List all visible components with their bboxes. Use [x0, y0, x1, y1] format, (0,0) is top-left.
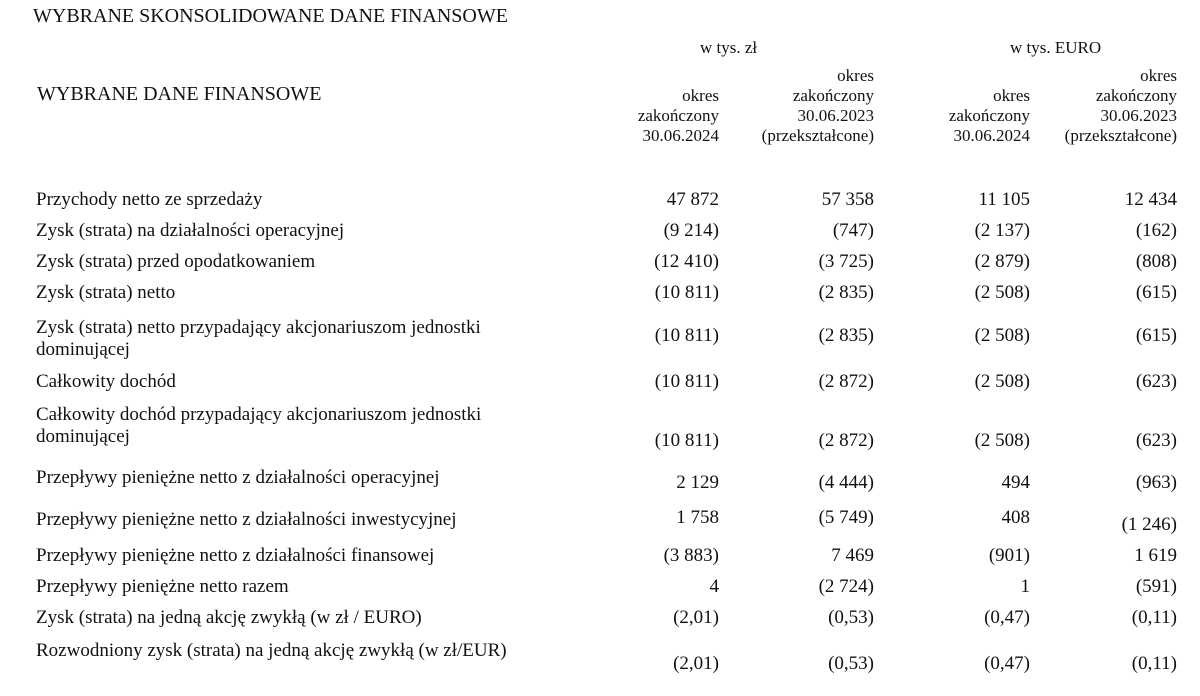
table-cell-value: (10 811) — [654, 371, 719, 392]
table-cell-value: (623) — [1135, 371, 1177, 392]
table-cell-value: (615) — [1135, 282, 1177, 303]
column-header-line: (przekształcone) — [761, 126, 874, 145]
row-label: Przepływy pieniężne netto razem — [36, 576, 289, 597]
table-cell-value: (3 883) — [663, 545, 719, 566]
table-cell-value: 47 872 — [666, 189, 719, 210]
column-header-line: okres — [837, 66, 874, 85]
column-header-line: zakończony — [637, 106, 719, 125]
table-cell-value: (623) — [1135, 430, 1177, 451]
column-header-line: okres — [1140, 66, 1177, 85]
table-cell-value: (3 725) — [818, 251, 874, 272]
column-header-3 — [949, 86, 1030, 146]
table-cell-value: (591) — [1135, 576, 1177, 597]
table-cell-value: 57 358 — [821, 189, 874, 210]
row-label: Przepływy pieniężne netto z działalności operacyjnej — [36, 467, 440, 488]
table-cell-value: 4 — [709, 576, 719, 597]
column-header-line: zakończony — [948, 106, 1030, 125]
table-cell-value: (2 872) — [818, 430, 874, 451]
table-cell-value: (808) — [1135, 251, 1177, 272]
table-cell-value: (2 508) — [974, 282, 1030, 303]
row-label: Całkowity dochód przypadający akcjonariuszom jednostki dominującej — [36, 404, 482, 447]
row-label: Przepływy pieniężne netto z działalności inwestycyjnej — [36, 509, 457, 530]
table-cell-value: 494 — [1001, 472, 1030, 493]
table-cell-value: (2 872) — [818, 371, 874, 392]
table-cell-value: (0,11) — [1131, 607, 1177, 628]
table-cell-value: (0,11) — [1131, 653, 1177, 674]
table-cell-value: (0,53) — [828, 653, 874, 674]
table-cell-value: 2 129 — [676, 472, 719, 493]
unit-group-eur: w tys. EURO — [1010, 38, 1102, 57]
table-cell-value: (963) — [1135, 472, 1177, 493]
table-cell-value: 1 758 — [676, 507, 719, 528]
document-title: WYBRANE SKONSOLIDOWANE DANE FINANSOWE — [33, 5, 508, 27]
table-cell-value: 12 434 — [1124, 189, 1177, 210]
table-cell-value: (10 811) — [654, 325, 719, 346]
column-header-line: 30.06.2024 — [953, 126, 1030, 145]
row-label: Zysk (strata) netto — [36, 282, 176, 303]
column-header-line: zakończony — [792, 86, 874, 105]
table-cell-value: 408 — [1001, 507, 1030, 528]
table-cell-value: (0,53) — [828, 607, 874, 628]
table-cell-value: (615) — [1135, 325, 1177, 346]
column-header-line: 30.06.2024 — [642, 126, 719, 145]
row-label: Przepływy pieniężne netto z działalności finansowej — [36, 545, 435, 566]
table-cell-value: (2 835) — [818, 282, 874, 303]
table-cell-value: (2 508) — [974, 325, 1030, 346]
row-header: WYBRANE DANE FINANSOWE — [37, 83, 322, 105]
unit-group-pln: w tys. zł — [700, 38, 758, 57]
table-cell-value: (2 508) — [974, 371, 1030, 392]
table-cell-value: (2 508) — [974, 430, 1030, 451]
column-header-4 — [1065, 66, 1177, 146]
column-header-2 — [762, 66, 874, 146]
table-cell-value: (1 246) — [1121, 514, 1177, 535]
table-cell-value: (5 749) — [818, 507, 874, 528]
row-label: Zysk (strata) na jedną akcję zwykłą (w zł / EURO) — [36, 607, 422, 628]
row-label: Zysk (strata) netto przypadający akcjonariuszom jednostki dominującej — [36, 317, 481, 360]
table-cell-value: 11 105 — [978, 189, 1030, 210]
table-cell-value: (0,47) — [984, 607, 1030, 628]
row-label: Przychody netto ze sprzedaży — [36, 189, 263, 210]
row-label: Całkowity dochód — [36, 371, 176, 392]
row-label: Zysk (strata) na działalności operacyjnej — [36, 220, 345, 241]
table-cell-value: (2 724) — [818, 576, 874, 597]
table-cell-value: (901) — [988, 545, 1030, 566]
table-cell-value: (4 444) — [818, 472, 874, 493]
table-cell-value: (2 879) — [974, 251, 1030, 272]
column-header-1 — [638, 86, 719, 146]
column-header-line: okres — [993, 86, 1030, 105]
column-header-line: 30.06.2023 — [1100, 106, 1177, 125]
table-cell-value: (9 214) — [663, 220, 719, 241]
table-cell-value: (0,47) — [984, 653, 1030, 674]
table-cell-value: (2 137) — [974, 220, 1030, 241]
table-cell-value: (2 835) — [818, 325, 874, 346]
table-cell-value: (162) — [1135, 220, 1177, 241]
table-cell-value: (2,01) — [673, 653, 719, 674]
column-header-line: 30.06.2023 — [797, 106, 874, 125]
column-header-line: (przekształcone) — [1064, 126, 1177, 145]
table-cell-value: (12 410) — [654, 251, 719, 272]
table-cell-value: 1 619 — [1134, 545, 1177, 566]
row-label: Zysk (strata) przed opodatkowaniem — [36, 251, 316, 272]
row-label: Rozwodniony zysk (strata) na jedną akcję zwykłą (w zł/EUR) — [36, 640, 507, 661]
table-cell-value: 7 469 — [831, 545, 874, 566]
column-header-line: okres — [682, 86, 719, 105]
table-cell-value: (10 811) — [654, 430, 719, 451]
table-cell-value: (10 811) — [654, 282, 719, 303]
column-header-line: zakończony — [1095, 86, 1177, 105]
table-cell-value: (747) — [832, 220, 874, 241]
table-cell-value: (2,01) — [673, 607, 719, 628]
table-cell-value: 1 — [1020, 576, 1030, 597]
